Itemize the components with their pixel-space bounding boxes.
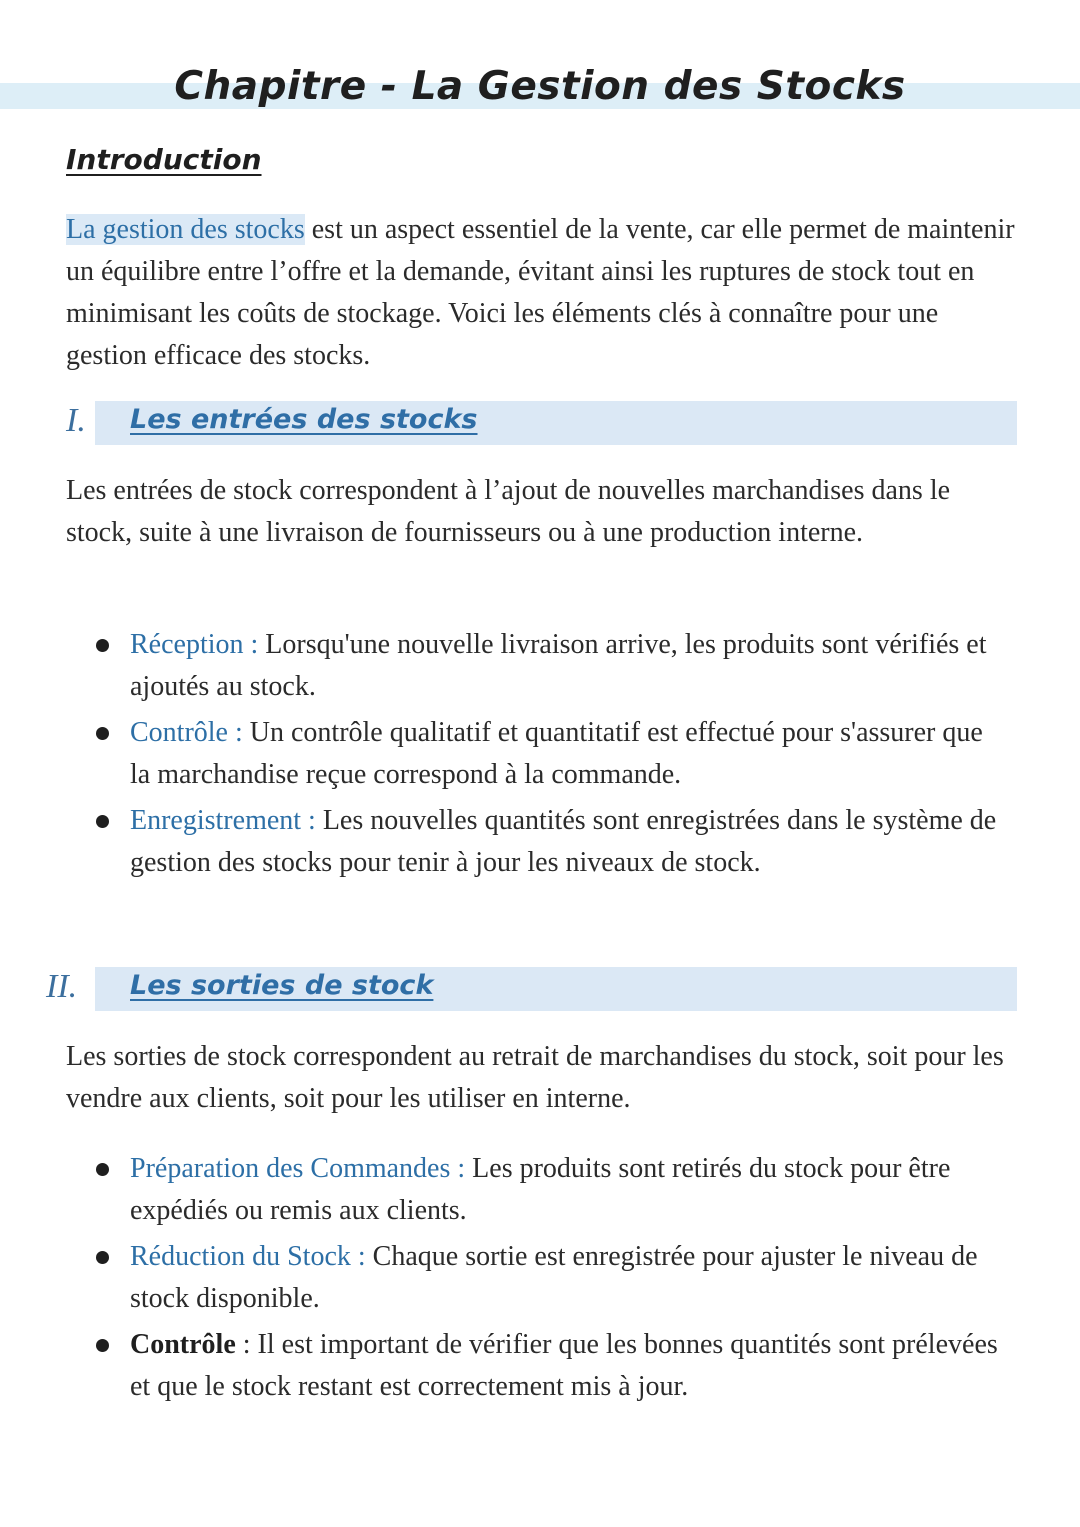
list-item-text: Un contrôle qualitatif et quantitatif est effectué pour s'assurer que la marchandise reçue correspond à la commande. <box>130 717 983 790</box>
section-1-list <box>130 624 1010 888</box>
list-item-term: Réception : <box>130 629 259 660</box>
section-1-title: Les entrées des stocks <box>130 404 478 435</box>
section-2-title: Les sorties de stock <box>130 970 434 1001</box>
list-item-term: Réduction du Stock : <box>130 1241 366 1272</box>
intro-heading: Introduction <box>66 143 262 176</box>
intro-highlight: La gestion des stocks <box>66 214 305 245</box>
list-item <box>130 624 1010 708</box>
intro-paragraph <box>66 209 1016 377</box>
section-1-paragraph: Les entrées de stock correspondent à l’ajout de nouvelles marchandises dans le stock, suite à une livraison de fournisseurs ou à une production interne. <box>66 475 951 548</box>
bullet-dot-icon <box>96 639 109 652</box>
list-item <box>130 1236 1010 1320</box>
bullet-dot-icon <box>96 727 109 740</box>
list-item-text: Les produits sont retirés du stock pour être expédiés ou remis aux clients. <box>130 1153 951 1226</box>
list-item <box>130 1324 1010 1408</box>
section-1-number: I. <box>66 402 86 439</box>
list-item-term: Contrôle <box>130 1329 236 1360</box>
list-item-term: Préparation des Commandes : <box>130 1153 466 1184</box>
list-item-text: Lorsqu'une nouvelle livraison arrive, les produits sont vérifiés et ajoutés au stock. <box>130 629 987 702</box>
bullet-dot-icon <box>96 1339 109 1352</box>
list-item <box>130 800 1010 884</box>
intro-text: est un aspect essentiel de la vente, car elle permet de maintenir un équilibre entre l’offre et la demande, évitant ainsi les ruptures de stock tout en minimisant les coûts de stockage. Voici les éléments clés à connaître pour une gestion efficace des stocks. <box>66 214 1015 371</box>
section-2-list <box>130 1148 1010 1412</box>
list-item <box>130 712 1010 796</box>
page-title: Chapitre - La Gestion des Stocks <box>174 64 906 109</box>
list-item-term: Contrôle : <box>130 717 243 748</box>
section-2-paragraph: Les sorties de stock correspondent au retrait de marchandises du stock, soit pour les vendre aux clients, soit pour les utiliser en interne. <box>66 1041 1004 1114</box>
list-item-term: Enregistrement : <box>130 805 316 836</box>
list-item-text: Les nouvelles quantités sont enregistrées dans le système de gestion des stocks pour tenir à jour les niveaux de stock. <box>130 805 997 878</box>
list-item <box>130 1148 1010 1232</box>
bullet-dot-icon <box>96 815 109 828</box>
list-item-term-colon: : <box>235 1329 251 1360</box>
section-2-number: II. <box>46 968 78 1005</box>
list-item-text: Il est important de vérifier que les bonnes quantités sont prélevées et que le stock restant est correctement mis à jour. <box>130 1329 998 1402</box>
bullet-dot-icon <box>96 1251 109 1264</box>
bullet-dot-icon <box>96 1163 109 1176</box>
list-item-text: Chaque sortie est enregistrée pour ajuster le niveau de stock disponible. <box>130 1241 978 1314</box>
